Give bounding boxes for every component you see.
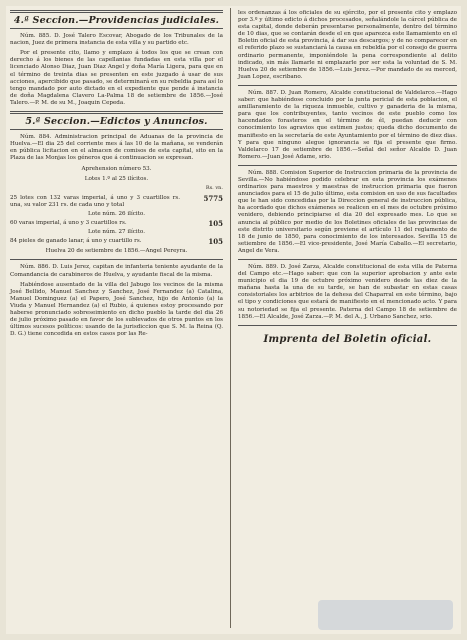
left-column — [10, 6, 223, 341]
column-divider — [230, 8, 231, 628]
lote-26-title: Lote núm. 26 ilícito. — [88, 210, 145, 217]
notice-886-header: Núm. 886. D. Luis Jerez, capitan de infanteria teniente ayudante de la Comandancia de carabineros de Huelva, y ayudante fiscal de la misma. — [10, 264, 223, 278]
currency-label: Rs. vn. — [205, 184, 223, 191]
rule — [10, 28, 223, 29]
section-4-title: 4.ª Seccion.—Providencias judiciales. — [13, 15, 220, 26]
lote-1-desc: 25 lotes con 132 varas imperial, á uno y 3 cuartillos rs. una, su valor 231 rs. de cada uno y total — [10, 194, 180, 208]
section-5-title: 5.ª Seccion.—Edictos y Anuncios. — [25, 116, 208, 128]
lote-27-title: Lote núm. 27 ilícito. — [88, 229, 145, 236]
lote-26-value: 105 — [208, 219, 223, 229]
notice-884-signature: Huelva 20 de setiembre de 1856.—Angel Pereyra. — [45, 248, 188, 255]
printer-imprint: Imprenta del Boletin oficial. — [263, 333, 432, 345]
rule — [238, 85, 457, 86]
notice-886-body: Habiéndose ausentado de la villa del Jabugo los vecinos de la misma José Bellido, Manuel Sanchez y Sanchez, José Fernandez (a) Catalina, Manuel Dominguez (a) el Papero, José Sanchez, hijo de Antonio (a) la Viuda y Manuel Hernandez (a) el Rubio, á quienes estoy procesando por haberse pronunciado sobreseimiento en dicho pueblo la tarde del dia 26 de julio próximo pasado en favor de los sublevados de otros puntos en los últimos sucesos políticos: usando de la jurisdiccion que S. M. la Reina (Q. D. G.) tiene concedida en estos casos por las Re- — [10, 281, 223, 338]
notice-886-continued: les ordenanzas á los oficiales de su ejército, por el presente cito y emplazo por 3.º y último edicto á dichos procesados, señalándole la cárcel pública de esta capital, donde deberán presentarse personalmente, dentro del término de 10 dias, que se contarán desde el en que aparezca este llamamiento en el Boletin oficial de esta provincia, á dar sus descargos; y de no comparecer en el referido plazo se sustanciará la causa en rebeldía por el consejo de guerra ordinario permanente, imponiéndole la pena correspondiente al delito indicado, sin más llamarle ni emplazarle por ser esta la voluntad de S. M. Huelva 20 de setiembre de 1856.—Luis Jerez.—Por mandado de su merced, Juan Lopez, escribano. — [238, 10, 457, 80]
lote-26-line — [10, 220, 223, 227]
rule — [238, 325, 457, 326]
lote-1-title: Lotes 1.º al 25 ilícitos. — [84, 175, 149, 182]
lote-27-line — [10, 238, 223, 245]
notice-885-header: Núm. 885. D. José Talero Escovar, Abogado de los Tribunales de la nacion, Juez de primera instancia de esta villa y su partido etc. — [10, 33, 223, 47]
lote-26-desc: 60 varas imperial, á uno y 3 cuartillos rs. — [10, 220, 127, 227]
lote-27-desc: 84 pieles de ganado lanar, á uno y cuartillo rs. — [10, 238, 142, 245]
library-stamp — [318, 600, 453, 630]
rule — [238, 259, 457, 260]
section-rule — [10, 111, 223, 114]
rule — [238, 165, 457, 166]
rule — [10, 259, 223, 260]
right-column — [238, 6, 457, 343]
newspaper-page — [6, 6, 461, 634]
top-rule — [10, 10, 223, 13]
rule — [10, 129, 223, 130]
notice-888: Núm. 888. Comision Superior de Instruccion primaria de la provincia de Sevilla.—No habiéndose podido celebrar en esta provincia los exámenes ordinarios para maestros y maestras de instruccion primaria que fueron anunciados para el 15 de julio último, esta comision en uso de sus facultades que le han sido concedidas por la Direccion general de instruccion pública, ha acordado que dichos exámenes se realicen en el mes de octubre próximo venidero, debiendo principiarse el dia 20 del expresado mes. Lo que se anuncia al público por medio de los Boletines oficiales de las provincias de este distrito universitario según previene el artículo 11 del reglamento de 18 de junio de 1850, para conocimiento de los interesados. Sevilla 15 de setiembre de 1856.—El vice-presidente, José María Caballo.—El secretario, Angel de Vera. — [238, 169, 457, 254]
lote-1-value: 5775 — [203, 193, 223, 203]
notice-884: Núm. 884. Administracion principal de Aduanas de la provincia de Huelva.—El dia 25 del corriente mes á las 10 de la mañana, se venderán en pública licitacion en el almacen de comisos de esta capital, sito en la Plaza de las Monjas los géneros que á continuacion se expresan. — [10, 134, 223, 162]
aprehension-title: Aprehension número 53. — [81, 165, 152, 172]
notice-887: Núm. 887. D. Juan Romero, Alcalde constitucional de Valdelarco.—Hago saber: que habiéndose concluido por la junta pericial de esta poblacion, el amillaramiento de la riqueza inmueble, cultivo y ganaderia de la misma, para que los contribuyentes, tanto vecinos de este pueblo como los hacendados forasteros en el término de él, puedan deducir con conocimiento los agravios que estimen justos; queda dicho documento de manifiesto en la secretaría de este Ayuntamiento por el término de diez dias. Y para que ninguno alegue ignorancia se fija el presente que firmo. Valdelarco 17 de setiembre de 1856.—Señal del señor Alcalde D. Juan Romero.—Juan José Adame, srio. — [238, 89, 457, 160]
notice-889: Núm. 889. D. José Zarza, Alcalde constitucional de esta villa de Paterna del Campo etc.—Hago saber: que con la superior aprobacion y ante este municipio el dia 19 de octubre próximo venidero desde las diez de la mañana hasta la una de su tarde, se han de subastar en estas casas consistoriales los arbitrios de la dehesa del Chaparral en este término, bajo el tipo y condiciones que estará de manifiesto en el mencionado acto. Y para su notoriedad se fija el presente. Paterna del Campo 18 de setiembre de 1856.—El Alcalde, José Zarza.—P. M. del A., J. Urbano Sanchez, srio. — [238, 264, 457, 320]
lote-27-value: 105 — [208, 237, 223, 247]
notice-885-body: Por el presente cito, llamo y emplazo á todos los que se crean con derecho á los bienes de las capellanias fundadas en esta villa por el licenciado Alonso Diaz, Juan Diaz Angel y doña María Ligera, para que en el término de treinta dias se presenten en este juzgado á usar de sus acciones, apercibido que pasado, se determinará en su rebeldia para así lo tengo mandado por auto dictado en el expediente que pende á instancia de doña Magdalena Clavero La-Palma 18 de setiembre de 1856.—José Talero.—P. M. de su M., Joaquin Cepeda. — [10, 50, 223, 106]
lote-1-line — [10, 195, 223, 209]
